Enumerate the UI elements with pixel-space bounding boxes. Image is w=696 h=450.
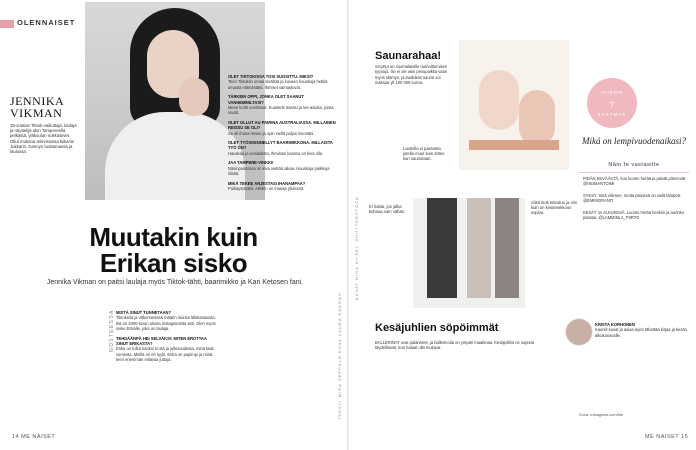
fashion-legs-3: [495, 198, 519, 298]
sauna-figure-2: [519, 90, 555, 146]
section-label: OLENNAISET: [17, 18, 76, 27]
quote-block: [595, 318, 687, 338]
instagram-credit: Kuva: instagram.com/Me: [579, 412, 624, 417]
nosteessa-label: NOSTEESSA: [109, 309, 115, 352]
col2-a5: Näsinpuistossa on kiva viettää aikaa. Hauskoja paikkoja riittää.: [228, 165, 330, 177]
fashion-title: Kesäjuhlien söpöimmät: [375, 322, 499, 334]
left-column-1: [116, 306, 220, 363]
weekly-question-sub: Näin te vastasitte: [608, 162, 660, 168]
author-avatar: [565, 318, 593, 346]
answer-3: KESÄT JA ALKUKESÄ. Luonto herää henkiin ja aurinko paistaa. @LAMMINLA_PIIRTO: [583, 209, 684, 221]
col2-a1: Teen Tiktokiin omaa sisältöä ja kuvaan hauskoja hetkiä omasta elämästäni. Ihmiset samastuvat.: [228, 79, 328, 90]
weekly-question: Mikä on lempivuodenaikasi?: [582, 136, 686, 146]
right-page: [349, 0, 696, 450]
feature-subheadline: Jennika Vikman on paitsi laulaja myös Tiktok-tähti, baarimikko ja Kari Ketosen fani.: [46, 279, 304, 286]
portrait-body: [105, 112, 245, 200]
feature-headline: [0, 224, 347, 276]
col2-a2: Mene kohti unelmiasi. Kuuntele itseäsi ja tee asioita, joista nautit.: [228, 105, 334, 116]
col2-a3: Se oli ihana reissu ja opin siellä paljon itsestäni.: [228, 130, 315, 136]
col2-a6: Poikaystäväni. Arkikin on ihanaa yhdessä.: [228, 185, 305, 191]
divider: [579, 172, 689, 173]
sauna-body: SAUNA on suomalaisille rauhoittumisen tyyssija. Se ei ole vain pesupaikka vaan myös elämys, ja laadukas sauna voi maksaa yli 100 000 euroa.: [375, 64, 448, 86]
folio-right: ME NAISET 15: [645, 434, 689, 440]
quote-text: Kauniit kuvat ja asiaa arjen lähettää kirjaa ja kesän alkukanavalle.: [595, 327, 687, 338]
fashion-body: BALLERINAT ovat palanneet, ja ballerinoita on ympäri maailmaa. Kesäjuhliin ne sopivat täydellisesti, kun haluat olla mukava.: [375, 340, 534, 351]
answers: [583, 176, 687, 220]
weekly-question-badge: [587, 78, 637, 128]
sauna-text: [375, 64, 455, 86]
right-credit: KUVAT NINA KIISKI, SHUTTERSTOCK: [355, 195, 359, 300]
portrait-hand: [179, 78, 209, 116]
col1-q1: MISTÄ SINUT TUNNETAAN?: [116, 310, 171, 315]
badge-question-mark-icon: ?: [608, 100, 615, 110]
fashion-photo: [413, 198, 525, 308]
fashion-legs-2: [467, 198, 491, 298]
quote-author: KRISTA KORHONEN: [595, 322, 635, 327]
col1-a1: Tiktokista ja vähemmässä määrin muista lähikanavista. Ikä on 2000-luvun alusta Instagramista asti. Olen myös sisko Erikalle, joka on laulaja.: [116, 315, 216, 332]
sauna-illustration: [459, 40, 569, 170]
headline-line-1: Muutakin kuin: [89, 222, 258, 252]
badge-bottom: KYSYMYS: [597, 112, 627, 117]
left-page: [0, 0, 347, 450]
col2-q1: OLET TIKTOKISSA TOSI SUOSITTU. MIKSI?: [228, 74, 314, 79]
folio-left: 14 ME NAISET: [12, 434, 56, 440]
col1-q2: TEHDÄÄNPÄ HEI SELVÄKSI: MITEN EROTTAA SINUT ERIKASTA?: [116, 335, 207, 347]
fashion-caption-2: Siisti look toteutuu ja niin kuin on kesämekkoon sopiva.: [531, 200, 578, 215]
col2-q2: TÄRKEIN OPPI, JONKA OLET SAANUT VANHEMMILTASI?: [228, 94, 304, 105]
col2-a4: Hauskaa ja sosiaalista, ihmisten kanssa on kiva olla.: [228, 150, 324, 156]
photo-credit: TEKSTI MIRA SEPPÄLÄ KUVA LAURA KANGAS: [338, 292, 342, 420]
col2-q6: MIKÄ TEKEE ARJESTASI IHANAMPAA?: [228, 180, 306, 186]
fashion-text: [375, 340, 555, 351]
fashion-legs-1: [427, 198, 457, 298]
answer-2: SYKSY. Sinä viilenee, mutta päivissä on vielä lämpöä. @EMMIGRANTI: [583, 192, 682, 204]
sauna-caption: Lauteilla ei paraneta jutella muut kuin sitten kun saunotaan.: [403, 146, 445, 161]
col2-q5: JAA TAMPERE-VINKKI!: [228, 160, 274, 166]
headline-line-2: Erikan sisko: [99, 248, 248, 278]
section-tab: [0, 20, 14, 28]
fashion-caption-1: Ei haitta, jos jalka kohoaa vain vähän.: [369, 204, 406, 214]
sauna-bench: [469, 140, 559, 150]
col1-a2: Erika on tullut tutuksi tv:stä ja julkisuudesta, minä taas somesta. Meillä on eri tyylit, Erika on popimpi ja minä teen enemmän erilaisia juttuja.: [116, 346, 214, 363]
sauna-figure-1: [479, 70, 519, 130]
profile-first-name: JENNIKA: [10, 94, 65, 108]
left-column-2: [228, 70, 336, 191]
badge-top: VIIKON: [601, 90, 623, 95]
answer-1: PIDÄN KEVÄÄSTÄ, kun luonto herää ja päivät pitenevät. @HEIMANTOIMI: [583, 176, 687, 187]
profile-last-name: VIKMAN: [10, 106, 63, 120]
col2-q4: OLET TYÖSKENNELLYT BAARIMIKKONA. MILLAISTA TYÖ ON?: [228, 140, 333, 151]
col2-q3: OLET OLLUT AU PAIRINA AUSTRALIASSA. MILLAINEN REISSU SE OLI?: [228, 119, 336, 131]
profile-block: [10, 95, 80, 154]
profile-bio: 28-vuotias Tiktok-vaikuttaja, laulaja ja näyttelijä alun Tampereella pelkästä, yläkoulun nokkasiivet. Ollut mukana televisiossa kiikariin Jukkarin, Dannyn tuottamassa ja laulussa.: [10, 123, 77, 155]
sauna-title: Saunarahaa!: [375, 50, 442, 62]
